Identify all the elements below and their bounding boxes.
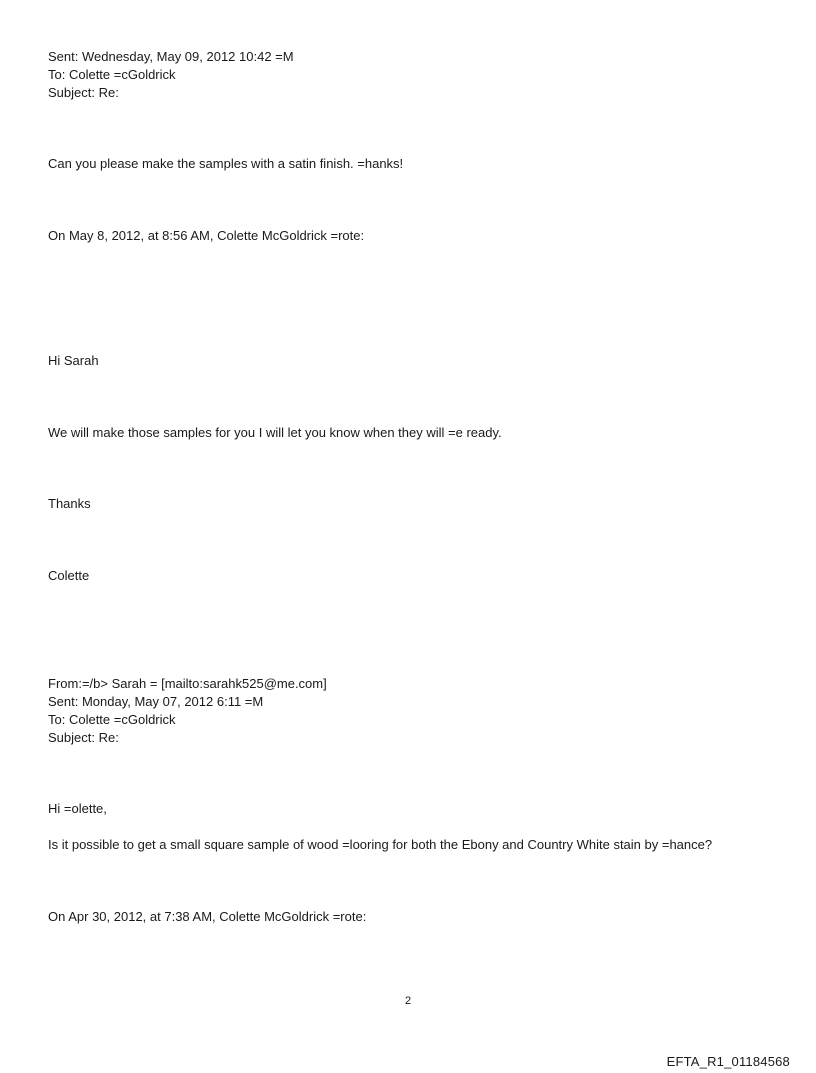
quote-intro: On May 8, 2012, at 8:56 AM, Colette McGoldrick =rote:	[48, 228, 365, 243]
greeting-text: Hi =olette,	[48, 801, 107, 816]
greeting-text: Hi Sarah	[48, 353, 99, 368]
to-line: To: Colette =cGoldrick	[48, 712, 176, 727]
subject-line: Subject: Re:	[48, 85, 119, 100]
sent-line: Sent: Monday, May 07, 2012 6:11 =M	[48, 694, 264, 709]
quote-intro: On Apr 30, 2012, at 7:38 AM, Colette McGoldrick =rote:	[48, 909, 367, 924]
to-line: To: Colette =cGoldrick	[48, 67, 176, 82]
from-line: From:=/b> Sarah = [mailto:sarahk525@me.com]	[48, 676, 327, 691]
reply-text: Can you please make the samples with a satin finish. =hanks!	[48, 156, 404, 171]
body-text: We will make those samples for you I will let you know when they will =e ready.	[48, 425, 502, 440]
subject-line: Subject: Re:	[48, 730, 119, 745]
sent-line: Sent: Wednesday, May 09, 2012 10:42 =M	[48, 49, 294, 64]
body-text: Is it possible to get a small square sample of wood =looring for both the Ebony and Country White stain by =hance?	[48, 837, 713, 852]
document-id: EFTA_R1_01184568	[666, 1054, 790, 1069]
thanks-text: Thanks	[48, 496, 91, 511]
signature-text: Colette	[48, 568, 90, 583]
page-number: 2	[404, 995, 412, 1007]
